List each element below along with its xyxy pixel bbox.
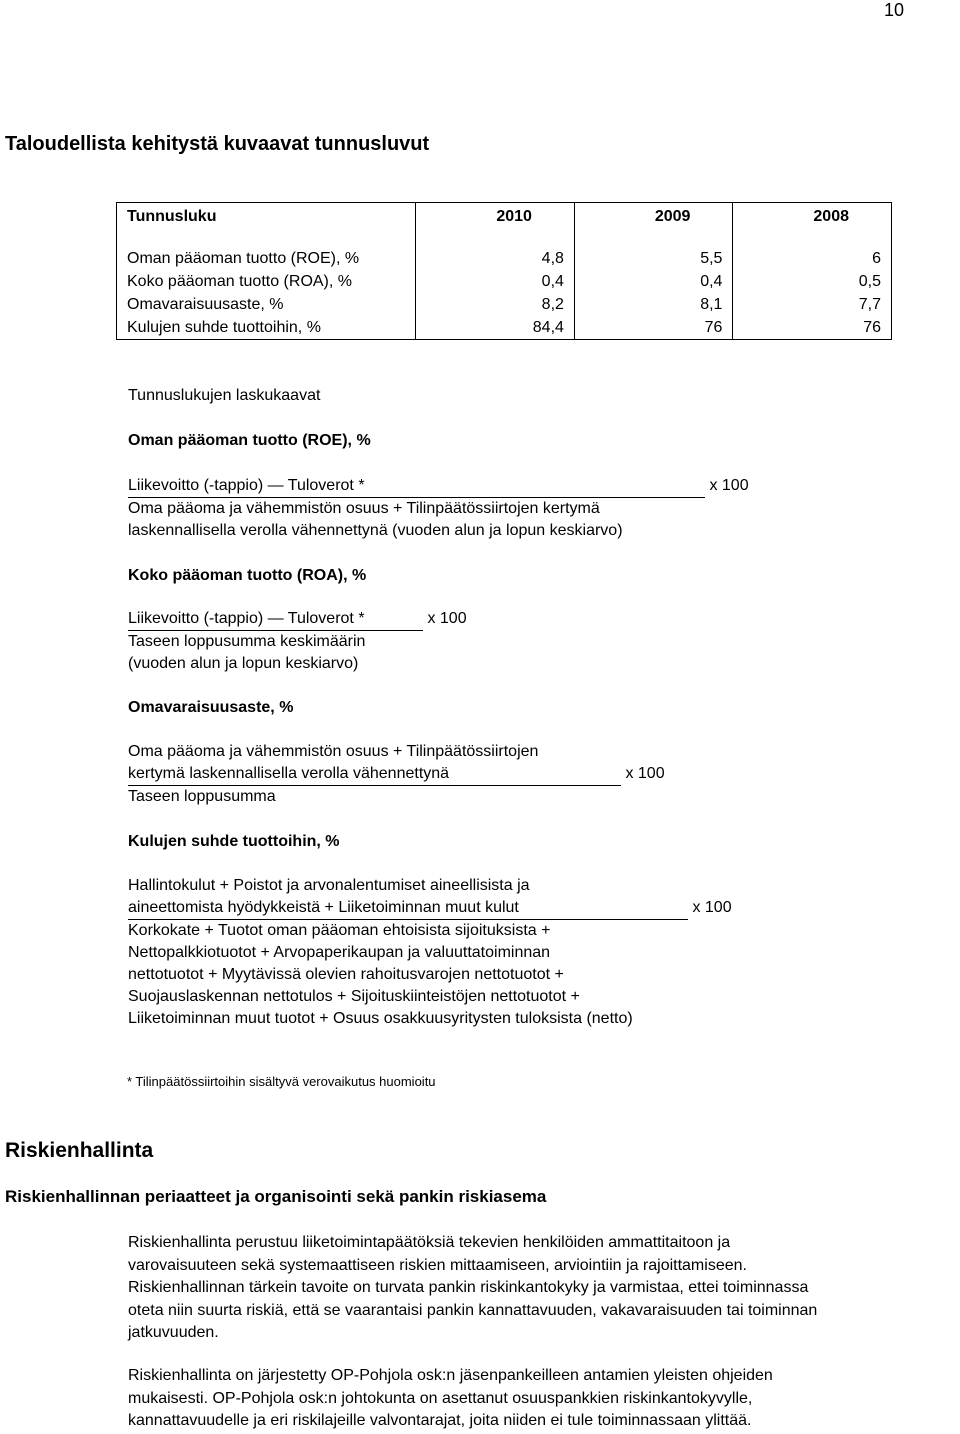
table-cell: 0,5 xyxy=(733,270,892,293)
table-cell: 76 xyxy=(733,316,892,340)
table-header-row xyxy=(117,203,892,231)
cost-income-denominator-line: Suojauslaskennan nettotulos + Sijoituskiinteistöjen nettotuotot + xyxy=(128,988,580,1005)
roe-formula-title: Oman pääoman tuotto (ROE), % xyxy=(128,432,371,449)
cost-income-denominator-line: Nettopalkkiotuotot + Arvopaperikaupan ja valuuttatoiminnan xyxy=(128,944,551,961)
table-row xyxy=(117,270,892,293)
roe-denominator-line: Oma pääoma ja vähemmistön osuus + Tilinpäätössiirtojen kertymä xyxy=(128,500,600,517)
roe-formula xyxy=(128,475,749,542)
cost-income-factor: x 100 xyxy=(692,899,732,916)
paragraph-line: Riskienhallinta perustuu liiketoimintapäätöksiä tekevien henkilöiden ammattitaitoon ja xyxy=(128,1234,731,1251)
table-cell: 6 xyxy=(733,247,892,270)
roe-denominator-line: laskennallisella verolla vähennettynä (vuoden alun ja lopun keskiarvo) xyxy=(128,522,623,539)
table-cell: 0,4 xyxy=(574,270,733,293)
page-number: 10 xyxy=(883,0,904,20)
table-header-cell: 2010 xyxy=(416,203,575,231)
table-cell: Omavaraisuusaste, % xyxy=(117,293,416,316)
cost-income-denominator-line: Liiketoiminnan muut tuotot + Osuus osakkuusyritysten tuloksista (netto) xyxy=(128,1010,633,1027)
paragraph-line: varovaisuuteen sekä systemaattiseen riskien mittaamiseen, arviointiin ja rajoittamiseen. xyxy=(128,1256,747,1274)
table-cell: 7,7 xyxy=(733,293,892,316)
equity-ratio-formula xyxy=(128,741,665,808)
formulas-heading: Tunnuslukujen laskukaavat xyxy=(128,387,321,404)
equity-ratio-factor: x 100 xyxy=(625,765,665,782)
risk-subheading: Riskienhallinnan periaatteet ja organisointi sekä pankin riskiasema xyxy=(5,1187,547,1206)
paragraph-line: Riskienhallinta on järjestetty OP-Pohjola osk:n jäsenpankeilleen antamien yleisten ohjeiden xyxy=(128,1367,773,1384)
roa-denominator-line: Taseen loppusumma keskimäärin xyxy=(128,633,366,650)
table-cell: Koko pääoman tuotto (ROA), % xyxy=(117,270,416,293)
paragraph-line: kannattavuudelle ja eri riskilajeille valvontarajat, joita niiden ei tule toiminnassaan ylittää. xyxy=(128,1412,752,1429)
table-row xyxy=(117,293,892,316)
key-figures-table xyxy=(116,202,892,340)
roa-numerator: Liikevoitto (-tappio) — Tuloverot * xyxy=(128,608,423,631)
page-title: Taloudellista kehitystä kuvaavat tunnusluvut xyxy=(5,133,430,155)
cost-income-denominator-line: Korkokate + Tuotot oman pääoman ehtoisista sijoituksista + xyxy=(128,922,551,939)
paragraph-line: Riskienhallinnan tärkein tavoite on turvata pankin riskinkantokyky ja varmistaa, ettei toiminnassa xyxy=(128,1279,809,1296)
table-cell: 76 xyxy=(574,316,733,340)
table-cell: Oman pääoman tuotto (ROE), % xyxy=(117,247,416,270)
table-cell: 0,4 xyxy=(416,270,575,293)
risk-paragraph-2 xyxy=(128,1365,958,1433)
cost-income-formula-title: Kulujen suhde tuottoihin, % xyxy=(128,833,340,850)
risk-paragraph-1 xyxy=(128,1232,958,1345)
roa-formula-title: Koko pääoman tuotto (ROA), % xyxy=(128,567,367,584)
table-cell: 5,5 xyxy=(574,247,733,270)
roa-formula xyxy=(128,608,467,675)
cost-income-numerator-line: aineettomista hyödykkeistä + Liiketoiminnan muut kulut xyxy=(128,897,688,920)
table-header-cell: 2009 xyxy=(574,203,733,231)
roa-denominator-line: (vuoden alun ja lopun keskiarvo) xyxy=(128,655,359,672)
table-cell: 84,4 xyxy=(416,316,575,340)
risk-heading: Riskienhallinta xyxy=(5,1139,154,1162)
cost-income-formula xyxy=(128,875,732,1030)
roe-factor: x 100 xyxy=(709,477,749,494)
table-cell: Kulujen suhde tuottoihin, % xyxy=(117,316,416,340)
table-row xyxy=(117,247,892,270)
equity-ratio-denominator: Taseen loppusumma xyxy=(128,788,276,805)
cost-income-numerator-line: Hallintokulut + Poistot ja arvonalentumiset aineellisista ja xyxy=(128,877,530,894)
paragraph-line: jatkuvuuden. xyxy=(128,1324,219,1341)
table-header-cell: 2008 xyxy=(733,203,892,231)
table-row xyxy=(117,316,892,340)
roa-factor: x 100 xyxy=(427,610,467,627)
roe-numerator: Liikevoitto (-tappio) — Tuloverot * xyxy=(128,475,705,498)
equity-ratio-numerator-line: kertymä laskennallisella verolla vähennettynä xyxy=(128,763,621,786)
paragraph-line: mukaisesti. OP-Pohjola osk:n johtokunta on asettanut osuuspankkien riskinkantokyvylle, xyxy=(128,1389,753,1407)
table-cell: 8,2 xyxy=(416,293,575,316)
equity-ratio-formula-title: Omavaraisuusaste, % xyxy=(128,699,294,716)
paragraph-line: oteta niin suurta riskiä, että se vaarantaisi pankin kannattavuuden, vakavaraisuuden tai toiminnan xyxy=(128,1301,818,1319)
table-cell: 4,8 xyxy=(416,247,575,270)
footnote: * Tilinpäätössiirtoihin sisältyvä verovaikutus huomioitu xyxy=(127,1074,436,1089)
table-cell: 8,1 xyxy=(574,293,733,316)
cost-income-denominator-line: nettotuotot + Myytävissä olevien rahoitusvarojen nettotuotot + xyxy=(128,966,564,983)
equity-ratio-numerator-line: Oma pääoma ja vähemmistön osuus + Tilinpäätössiirtojen xyxy=(128,743,539,760)
table-header-cell: Tunnusluku xyxy=(117,203,416,231)
